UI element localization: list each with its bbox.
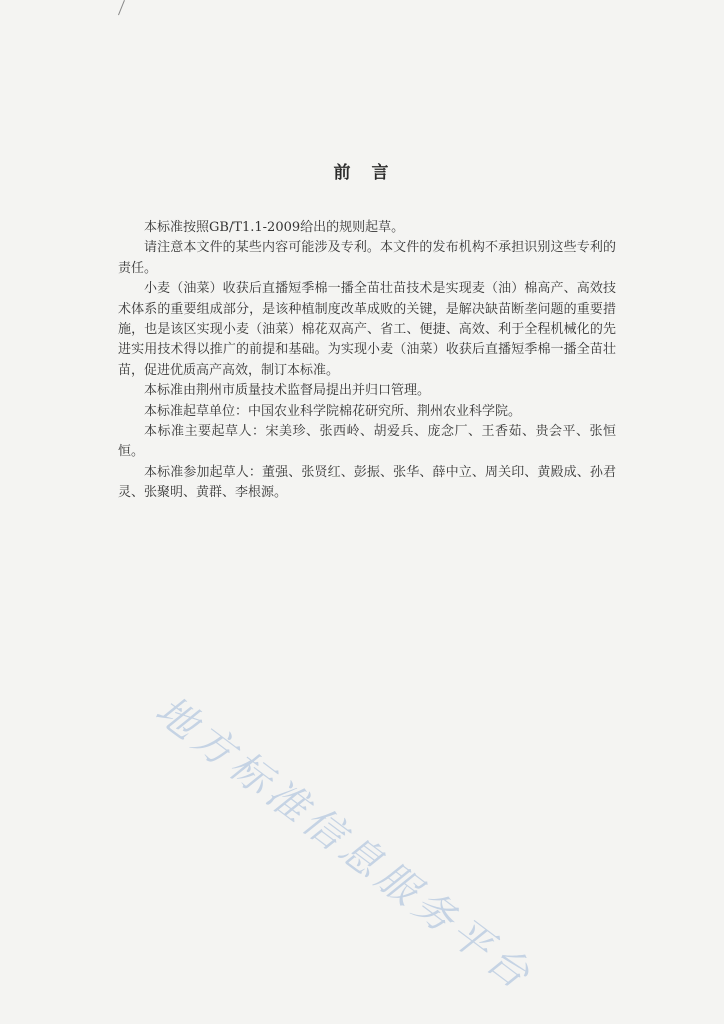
body-text	[118, 218, 616, 504]
paragraph-participating-drafters: 本标准参加起草人：董强、张贤红、彭振、张华、薛中立、周关印、黄殿成、孙君灵、张聚明、黄群、李根源。	[118, 464, 616, 501]
paragraph-patent-notice: 请注意本文件的某些内容可能涉及专利。本文件的发布机构不承担识别这些专利的责任。	[118, 240, 616, 276]
paragraph-background: 小麦（油菜）收获后直播短季棉一播全苗壮苗技术是实现麦（油）棉高产、高效技术体系的重要组成部分，是该种植制度改革成败的关键，是解决缺苗断垄问题的重要措施，也是该区实现小麦（油菜）棉花双高产、省工、便捷、高效、利于全程机械化的先进实用技术得以推广的前提和基础。为实现小麦（油菜）收获后直播短季棉一播全苗壮苗，促进优质高产高效，制订本标准。	[118, 281, 616, 378]
paragraph-drafting-rules: 本标准按照GB/T1.1-2009给出的规则起草。	[144, 220, 405, 235]
watermark: 地方标准信息服务平台	[146, 687, 542, 1001]
paragraph-drafting-units: 本标准起草单位：中国农业科学院棉花研究所、荆州农业科学院。	[144, 403, 522, 419]
paragraph-main-drafters: 本标准主要起草人：宋美珍、张西岭、胡爱兵、庞念厂、王香茹、贵会平、张恒恒。	[118, 424, 616, 460]
page-title: 前 言	[333, 163, 391, 183]
scan-mark	[118, 0, 125, 15]
paragraph-proposer: 本标准由荆州市质量技术监督局提出并归口管理。	[144, 383, 431, 399]
